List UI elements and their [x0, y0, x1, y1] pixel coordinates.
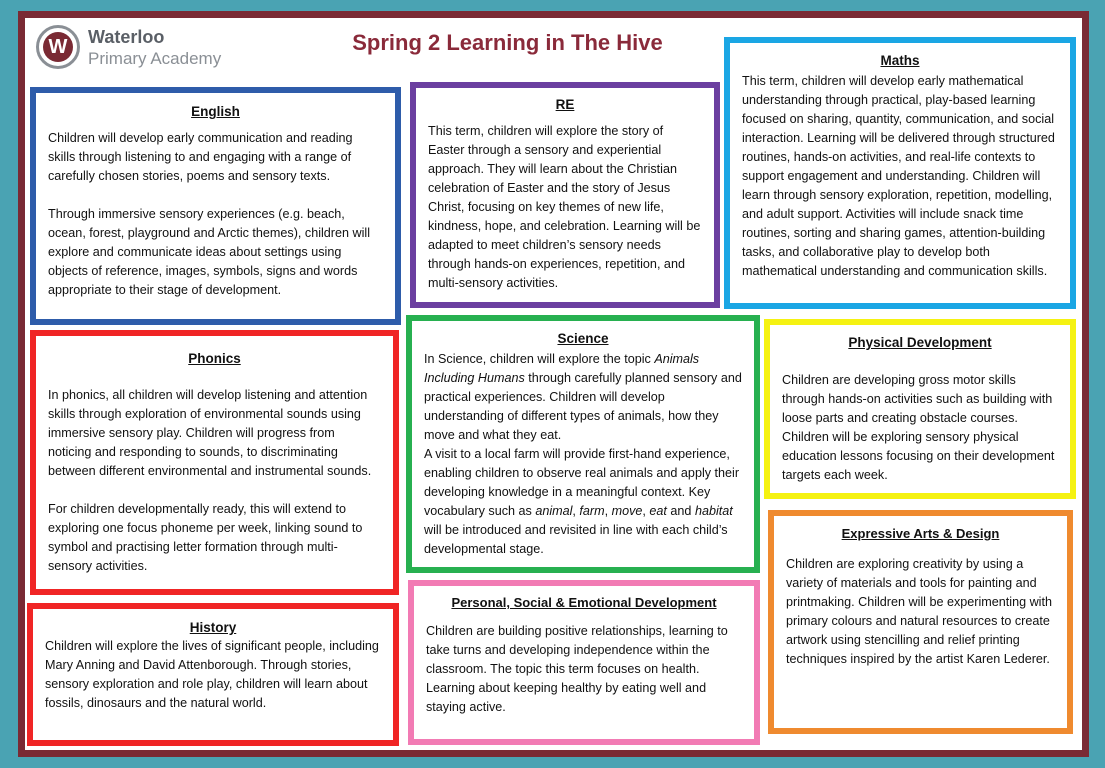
- school-name: Waterloo: [88, 27, 165, 47]
- phonics-panel: [30, 330, 399, 595]
- psed-text: Children are building positive relationships, learning to take turns and developing independence within the classroom. The topic this term focuses on health. Learning about keeping healthy by eating well and staying active.: [426, 624, 728, 714]
- vocab-sep: ,: [572, 504, 580, 518]
- school-logo: [36, 25, 256, 73]
- science-text-2a: A visit to a local farm will provide first-hand experience, enabling children to observe real animals and apply their developing knowledge in a meaningful context. Key vocabulary such as: [424, 447, 740, 518]
- vocab-move: move: [611, 504, 643, 518]
- science-text-1b: through carefully planned sensory and practical experiences. Children will develop understanding of different types of animals, how they move and what they eat.: [424, 371, 742, 442]
- phonics-text-2: For children developmentally ready, this will extend to exploring one focus phoneme per week, linking sound to symbol and practising letter formation through multi-sensory activities.: [48, 502, 363, 573]
- vocab-sep: ,: [604, 504, 612, 518]
- psed-heading: Personal, Social & Emotional Development: [451, 595, 717, 610]
- re-panel: [410, 82, 720, 308]
- vocab-eat: eat: [649, 504, 667, 518]
- ead-text: Children are exploring creativity by using a variety of materials and tools for painting and printmaking. Children will be experimenting with primary colours and natural resources to create artwork using stencilling and relief printing techniques inspired by the artist Karen Lederer.: [786, 557, 1052, 666]
- vocab-habitat: habitat: [694, 504, 733, 518]
- science-heading: Science: [557, 331, 609, 346]
- re-text: This term, children will explore the story of Easter through a sensory and experiential approach. They will learn about the Christian celebration of Easter and the story of Jesus Christ, focusing on key themes of new life, kindness, hope, and celebration. Learning will be adapted to meet children’s sensory needs through hands-on experiences, repetition, and multi-sensory activities.: [428, 124, 701, 290]
- science-text-1: [424, 350, 742, 445]
- science-text-1a: In Science, children will explore the topic: [424, 352, 655, 366]
- expressive-arts-panel: [768, 510, 1073, 734]
- vocab-sep: ,: [642, 504, 650, 518]
- logo-letter: W: [43, 32, 73, 62]
- school-subname: Primary Academy: [88, 49, 222, 68]
- re-heading: RE: [555, 97, 575, 112]
- science-text-2b: will be introduced and revisited in line with each child’s developmental stage.: [424, 523, 728, 556]
- page-title: Spring 2 Learning in The Hive: [352, 30, 663, 55]
- history-text: Children will explore the lives of significant people, including Mary Anning and David Attenborough. Through stories, sensory exploration and role play, children will learn about fossils, dinosaurs and the natural world.: [45, 639, 379, 710]
- logo-mark: [36, 25, 80, 69]
- maths-panel: [724, 37, 1076, 309]
- physical-text: Children are developing gross motor skills through hands-on activities such as building with loose parts and creating obstacle courses. Children will be exploring sensory physical education lessons focusing on their development targets each week.: [782, 373, 1055, 482]
- physical-heading: Physical Development: [848, 335, 992, 350]
- history-heading: History: [189, 620, 237, 635]
- vocab-sep: and: [666, 504, 695, 518]
- english-text-1: Children will develop early communication and reading skills through listening to and engaging with a range of carefully chosen stories, poems and sensory texts.: [48, 131, 353, 183]
- ead-heading: Expressive Arts & Design: [841, 526, 1000, 541]
- vocab-animal: animal: [535, 504, 573, 518]
- phonics-text-1: In phonics, all children will develop listening and attention skills through exploration of environmental sounds using immersive sensory play. Children will progress from noticing and responding to sounds, to discriminating between different environmental and instrumental sounds.: [48, 388, 372, 478]
- english-text-2: Through immersive sensory experiences (e.g. beach, ocean, forest, playground and Arctic themes), children will explore and communicate ideas about settings using objects of reference, images, symbols, signs and words appropriate to their stage of development.: [48, 207, 371, 297]
- science-topic: Animals Including Humans: [424, 352, 700, 385]
- psed-panel: [408, 580, 760, 745]
- physical-development-panel: [764, 319, 1076, 499]
- english-heading: English: [191, 104, 240, 119]
- maths-heading: Maths: [880, 53, 920, 68]
- vocab-farm: farm: [579, 504, 605, 518]
- english-panel: [30, 87, 401, 325]
- science-text-2: [424, 445, 742, 559]
- phonics-heading: Phonics: [188, 351, 241, 366]
- history-panel: [27, 603, 399, 746]
- maths-text: This term, children will develop early mathematical understanding through practical, play-based learning focused on sharing, quantity, communication, and social interaction. Learning will be delivered through structured routines, hands-on activities, and real-life contexts to support engagement and understanding. Children will learn through sensory exploration, repetition, modelling, and adult support. Activities will include snack time routines, sorting and sharing games, attention-building tasks, and collaborative play to develop both mathematical understanding and communication skills.: [742, 74, 1055, 278]
- science-panel: [406, 315, 760, 573]
